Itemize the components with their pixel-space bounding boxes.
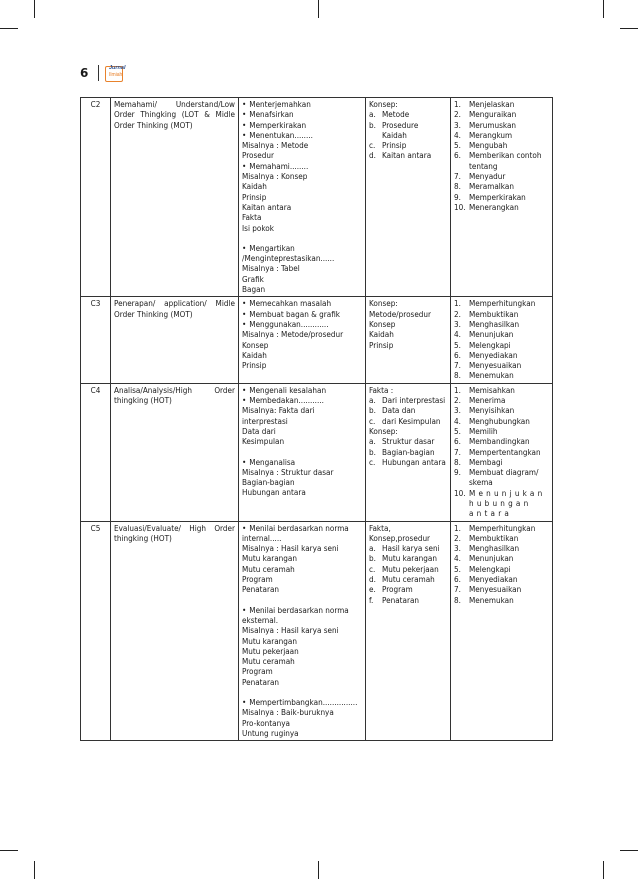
activity-example: Bagian-bagian xyxy=(242,477,295,488)
verb-number: 4. xyxy=(454,553,461,564)
verb-item xyxy=(454,140,549,150)
verb-text: Menemukan xyxy=(469,594,514,605)
verb-text: Membuktikan xyxy=(469,308,519,319)
verb-item xyxy=(454,385,549,395)
verb-number: 2. xyxy=(454,532,461,543)
table-row xyxy=(81,98,553,297)
verb-text: Memperhitungkan xyxy=(469,298,536,309)
verbs-cell xyxy=(451,383,553,521)
content-marker: c. xyxy=(369,415,376,426)
verb-text: Memperkirakan xyxy=(469,191,526,202)
verb-text: Melengkapi xyxy=(469,339,511,350)
verb-item xyxy=(454,192,549,202)
verb-item xyxy=(454,319,549,329)
activity-example: /Menginteprestasikan...... xyxy=(242,253,335,264)
activity-example: Program xyxy=(242,574,273,585)
verb-number: 5. xyxy=(454,339,461,350)
verbs-cell xyxy=(451,98,553,297)
verb-item xyxy=(454,370,549,380)
activity-example: Kesimpulan xyxy=(242,436,285,447)
verb-number: 7. xyxy=(454,360,461,371)
content-item xyxy=(369,543,447,553)
verb-text: Menerima xyxy=(469,395,506,406)
activity-example: Kaitan antara xyxy=(242,201,292,212)
verb-text: Menyadur xyxy=(469,171,506,182)
verb-number: 5. xyxy=(454,140,461,151)
content-marker: c. xyxy=(369,563,376,574)
verb-item xyxy=(454,595,549,605)
activity-example: Mutu ceramah xyxy=(242,563,295,574)
verb-number: 9. xyxy=(454,467,461,478)
verb-number: 1. xyxy=(454,298,461,309)
verb-item xyxy=(454,171,549,181)
content-text: Konsep xyxy=(369,318,396,329)
content-text: Kaitan antara xyxy=(382,150,432,161)
content-cell xyxy=(366,98,451,297)
verb-text: Menerangkan xyxy=(469,201,519,212)
crop-mark xyxy=(34,0,35,18)
verb-text: Menyisihkan xyxy=(469,405,515,416)
content-text: Dari interprestasi xyxy=(382,395,446,406)
verb-item xyxy=(454,298,549,308)
page-number: 6 xyxy=(80,66,89,80)
crop-mark xyxy=(0,28,18,29)
activities-cell xyxy=(239,98,366,297)
content-text: dari Kesimpulan xyxy=(382,415,441,426)
verb-item xyxy=(454,533,549,543)
verb-text: Membagi xyxy=(469,456,503,467)
activities-cell xyxy=(239,383,366,521)
verb-number: 4. xyxy=(454,415,461,426)
level-code: C4 xyxy=(81,383,111,521)
verb-text: Menghasilkan xyxy=(469,543,520,554)
content-text: Konsep: xyxy=(369,99,398,109)
content-text: Mutu karangan xyxy=(382,553,437,564)
content-item xyxy=(369,457,447,467)
activity-example: Misalnya : Hasil karya seni xyxy=(242,543,339,554)
content-cell xyxy=(366,521,451,741)
verb-item xyxy=(454,467,549,488)
activity-example: Isi pokok xyxy=(242,222,274,233)
verb-text: Menyediakan xyxy=(469,349,518,360)
content-text: Prinsip xyxy=(382,140,407,151)
crop-mark xyxy=(620,28,638,29)
verb-item xyxy=(454,405,549,415)
verb-item xyxy=(454,523,549,533)
activity-example: Prosedur xyxy=(242,150,275,161)
verb-number: 3. xyxy=(454,119,461,130)
content-marker: c. xyxy=(369,140,376,151)
verb-item xyxy=(454,584,549,594)
cognitive-level: Analisa/Analysis/High Order thingking (HOT) xyxy=(111,383,239,521)
activity-example: Misalnya : Struktur dasar xyxy=(242,466,334,477)
cognitive-level: Penerapan/ application/ Midle Order Thinking (MOT) xyxy=(111,297,239,383)
level-code: C2 xyxy=(81,98,111,297)
content-item xyxy=(369,395,447,405)
verb-item xyxy=(454,130,549,140)
verbs-cell xyxy=(451,521,553,741)
content-item xyxy=(369,416,447,426)
activity-example: Misalnya : Konsep xyxy=(242,171,308,182)
activity-example: Penataran xyxy=(242,584,280,595)
crop-mark xyxy=(34,861,35,879)
verb-text: Membandingkan xyxy=(469,436,530,447)
activity-item: • Menilai berdasarkan norma internal..... xyxy=(242,523,362,544)
content-item xyxy=(369,436,447,446)
activity-example: Program xyxy=(242,666,273,677)
content-text: Prosedure xyxy=(382,119,419,130)
verb-number: 7. xyxy=(454,446,461,457)
verbs-cell xyxy=(451,297,553,383)
verb-number: 4. xyxy=(454,329,461,340)
spacer xyxy=(242,595,362,605)
verb-text: Membuktikan xyxy=(469,532,519,543)
level-code: C5 xyxy=(81,521,111,741)
content-item xyxy=(369,553,447,563)
activity-example: Mutu karangan xyxy=(242,635,297,646)
content-text: Fakta, xyxy=(369,522,391,533)
journal-logo xyxy=(105,63,141,83)
verb-number: 2. xyxy=(454,308,461,319)
logo-subtext: Ilmiah xyxy=(109,72,123,78)
verb-text: Memperhitungkan xyxy=(469,522,536,533)
activity-item: • Mengartikan xyxy=(242,243,362,253)
content-marker: b. xyxy=(369,446,376,457)
spacer xyxy=(242,233,362,243)
activity-item: • Menganalisa xyxy=(242,457,362,467)
activity-example: Prinsip xyxy=(242,360,267,371)
verb-text: Menunjukan xyxy=(469,329,514,340)
verb-number: 2. xyxy=(454,395,461,406)
content-marker: a. xyxy=(369,109,376,120)
content-marker: b. xyxy=(369,405,376,416)
verb-number: 7. xyxy=(454,171,461,182)
crop-mark xyxy=(620,850,638,851)
activity-example: Kaidah xyxy=(242,181,267,192)
content-text: Konsep: xyxy=(369,298,398,309)
verb-number: 10. xyxy=(454,487,466,498)
verb-item xyxy=(454,360,549,370)
activity-example: Mutu ceramah xyxy=(242,656,295,667)
verb-item xyxy=(454,426,549,436)
activity-item: • Memahami........ xyxy=(242,161,362,171)
verb-item xyxy=(454,395,549,405)
verb-text: Menghasilkan xyxy=(469,318,520,329)
content-item xyxy=(369,523,447,533)
content-marker: a. xyxy=(369,395,376,406)
activity-example: Misalnya : Tabel xyxy=(242,263,300,274)
activity-example: Bagan xyxy=(242,284,266,295)
activities-cell xyxy=(239,297,366,383)
verb-item xyxy=(454,574,549,584)
content-item xyxy=(369,340,447,350)
verb-item xyxy=(454,553,549,563)
crop-mark xyxy=(603,861,604,879)
content-text: Konsep,prosedur xyxy=(369,532,431,543)
verb-item xyxy=(454,488,549,519)
level-code: C3 xyxy=(81,297,111,383)
table-row xyxy=(81,383,553,521)
verb-item xyxy=(454,564,549,574)
verb-number: 5. xyxy=(454,563,461,574)
activity-example: Penataran xyxy=(242,676,280,687)
content-item xyxy=(369,120,447,130)
verb-text: Memberikan contoh tentang xyxy=(469,150,542,171)
content-text: Konsep: xyxy=(369,425,398,436)
content-text: Struktur dasar xyxy=(382,436,435,447)
activity-item: • Memecahkan masalah xyxy=(242,298,362,308)
content-item xyxy=(369,584,447,594)
crop-mark xyxy=(318,861,319,879)
crop-mark xyxy=(0,850,18,851)
verb-number: 4. xyxy=(454,129,461,140)
activity-item: • Memperkirakan xyxy=(242,120,362,130)
verb-text: Menemukan xyxy=(469,370,514,381)
verb-item xyxy=(454,416,549,426)
verb-number: 3. xyxy=(454,543,461,554)
activity-example: Hubungan antara xyxy=(242,487,306,498)
content-item xyxy=(369,329,447,339)
activity-example: Mutu karangan xyxy=(242,553,297,564)
content-text: Kaidah xyxy=(382,129,407,140)
verb-item xyxy=(454,202,549,212)
verb-item xyxy=(454,309,549,319)
header-divider xyxy=(98,65,99,81)
table-row xyxy=(81,297,553,383)
table-row xyxy=(81,521,553,741)
verb-text: Merumuskan xyxy=(469,119,517,130)
verb-text: Menguraikan xyxy=(469,109,517,120)
content-item xyxy=(369,140,447,150)
verb-text: Menyesuaikan xyxy=(469,584,522,595)
verb-item xyxy=(454,109,549,119)
activity-example: Mutu pekerjaan xyxy=(242,645,299,656)
content-marker: c. xyxy=(369,456,376,467)
activity-example: Grafik xyxy=(242,273,264,284)
verb-text: Menyediakan xyxy=(469,574,518,585)
verb-number: 9. xyxy=(454,191,461,202)
activity-item: • Menilai berdasarkan norma eksternal. xyxy=(242,605,362,626)
verb-item xyxy=(454,150,549,171)
content-marker: f. xyxy=(369,594,374,605)
activity-item: • Menafsirkan xyxy=(242,109,362,119)
content-item xyxy=(369,99,447,109)
verb-number: 8. xyxy=(454,456,461,467)
activity-item: • Mempertimbangkan............... xyxy=(242,697,362,707)
content-marker: d. xyxy=(369,150,376,161)
verb-text: Membuat diagram/ skema xyxy=(469,467,539,488)
content-text: Mutu ceramah xyxy=(382,574,435,585)
content-text: Penataran xyxy=(382,594,420,605)
activity-example: Pro-kontanya xyxy=(242,717,290,728)
verb-number: 2. xyxy=(454,109,461,120)
verb-text: Merangkum xyxy=(469,129,513,140)
logo-text: Jurnal xyxy=(109,65,126,71)
activity-example: Misalnya : Metode/prosedur xyxy=(242,329,344,340)
verb-item xyxy=(454,447,549,457)
content-marker: a. xyxy=(369,436,376,447)
activity-example: Untung ruginya xyxy=(242,727,299,738)
content-item xyxy=(369,130,447,140)
content-item xyxy=(369,109,447,119)
verb-text: Melengkapi xyxy=(469,563,511,574)
verb-text: Menjelaskan xyxy=(469,99,515,109)
crop-mark xyxy=(603,0,604,18)
content-item xyxy=(369,309,447,319)
content-item xyxy=(369,426,447,436)
verb-number: 5. xyxy=(454,425,461,436)
activity-item: • Menentukan........ xyxy=(242,130,362,140)
content-item xyxy=(369,385,447,395)
content-text: Bagian-bagian xyxy=(382,446,435,457)
content-text: Prinsip xyxy=(369,339,394,350)
content-cell xyxy=(366,297,451,383)
activity-example: Kaidah xyxy=(242,349,267,360)
content-item xyxy=(369,595,447,605)
content-item xyxy=(369,564,447,574)
activity-example: Misalnya : Metode xyxy=(242,140,309,151)
content-item xyxy=(369,405,447,415)
verb-number: 3. xyxy=(454,405,461,416)
verb-number: 10. xyxy=(454,201,466,212)
verb-number: 1. xyxy=(454,522,461,533)
content-text: Hasil karya seni xyxy=(382,543,440,554)
verb-number: 3. xyxy=(454,318,461,329)
content-text: Metode xyxy=(382,109,410,120)
content-item xyxy=(369,447,447,457)
content-marker: e. xyxy=(369,584,376,595)
content-item xyxy=(369,150,447,160)
content-text: Metode/prosedur xyxy=(369,308,432,319)
verb-text: Menghubungkan xyxy=(469,415,530,426)
verb-number: 8. xyxy=(454,181,461,192)
verb-number: 8. xyxy=(454,594,461,605)
activity-item: • Membuat bagan & grafik xyxy=(242,309,362,319)
verb-number: 6. xyxy=(454,574,461,585)
content-item xyxy=(369,574,447,584)
content-item xyxy=(369,533,447,543)
activity-example: Konsep xyxy=(242,339,269,350)
activity-example: interprestasi xyxy=(242,415,288,426)
verb-number: 1. xyxy=(454,384,461,395)
activity-example: Misalnya : Hasil karya seni xyxy=(242,625,339,636)
content-text: Mutu pekerjaan xyxy=(382,563,439,574)
activity-example: Misalnya: Fakta dari xyxy=(242,405,315,416)
content-text: Hubungan antara xyxy=(382,456,446,467)
activity-example: Prinsip xyxy=(242,191,267,202)
verb-number: 8. xyxy=(454,370,461,381)
verb-item xyxy=(454,543,549,553)
spacer xyxy=(242,687,362,697)
content-item xyxy=(369,298,447,308)
activity-item: • Menggunakan............ xyxy=(242,319,362,329)
spacer xyxy=(242,447,362,457)
activity-example: Data dari xyxy=(242,425,276,436)
activity-example: Misalnya : Baik-buruknya xyxy=(242,707,334,718)
verb-item xyxy=(454,340,549,350)
taxonomy-table xyxy=(80,97,553,741)
content-marker: a. xyxy=(369,543,376,554)
verb-number: 6. xyxy=(454,436,461,447)
verb-number: 6. xyxy=(454,150,461,161)
cognitive-level: Memahami/ Understand/Low Order Thingking (LOT & Midle Order Thinking (MOT) xyxy=(111,98,239,297)
content-text: Kaidah xyxy=(369,329,394,340)
verb-text: Memisahkan xyxy=(469,384,515,395)
verb-item xyxy=(454,329,549,339)
crop-mark xyxy=(318,0,319,18)
verb-text: Meramalkan xyxy=(469,181,514,192)
content-marker: d. xyxy=(369,574,376,585)
verb-number: 7. xyxy=(454,584,461,595)
verb-text: Mempertentangkan xyxy=(469,446,541,457)
verb-text: Menunjukan hubungan antara xyxy=(469,487,546,519)
content-text: Fakta : xyxy=(369,384,394,395)
page-header xyxy=(80,62,141,84)
verb-item xyxy=(454,350,549,360)
content-item xyxy=(369,319,447,329)
verb-item xyxy=(454,457,549,467)
verb-text: Mengubah xyxy=(469,140,508,151)
verb-item xyxy=(454,436,549,446)
verb-text: Memilih xyxy=(469,425,498,436)
activity-example: Fakta xyxy=(242,212,262,223)
activity-item: • Mengenali kesalahan xyxy=(242,385,362,395)
activities-cell xyxy=(239,521,366,741)
content-text: Program xyxy=(382,584,413,595)
content-marker: b. xyxy=(369,553,376,564)
content-cell xyxy=(366,383,451,521)
content-marker xyxy=(369,130,382,140)
verb-number: 6. xyxy=(454,349,461,360)
verb-item xyxy=(454,120,549,130)
verb-item xyxy=(454,181,549,191)
taxonomy-table-body xyxy=(81,98,553,741)
cognitive-level: Evaluasi/Evaluate/ High Order thingking (HOT) xyxy=(111,521,239,741)
activity-item: • Membedakan........... xyxy=(242,395,362,405)
activity-item: • Menterjemahkan xyxy=(242,99,362,109)
content-text: Data dan xyxy=(382,405,416,416)
content-marker: b. xyxy=(369,119,376,130)
verb-item xyxy=(454,99,549,109)
verb-text: Menunjukan xyxy=(469,553,514,564)
verb-number: 1. xyxy=(454,99,461,109)
verb-text: Menyesuaikan xyxy=(469,360,522,371)
